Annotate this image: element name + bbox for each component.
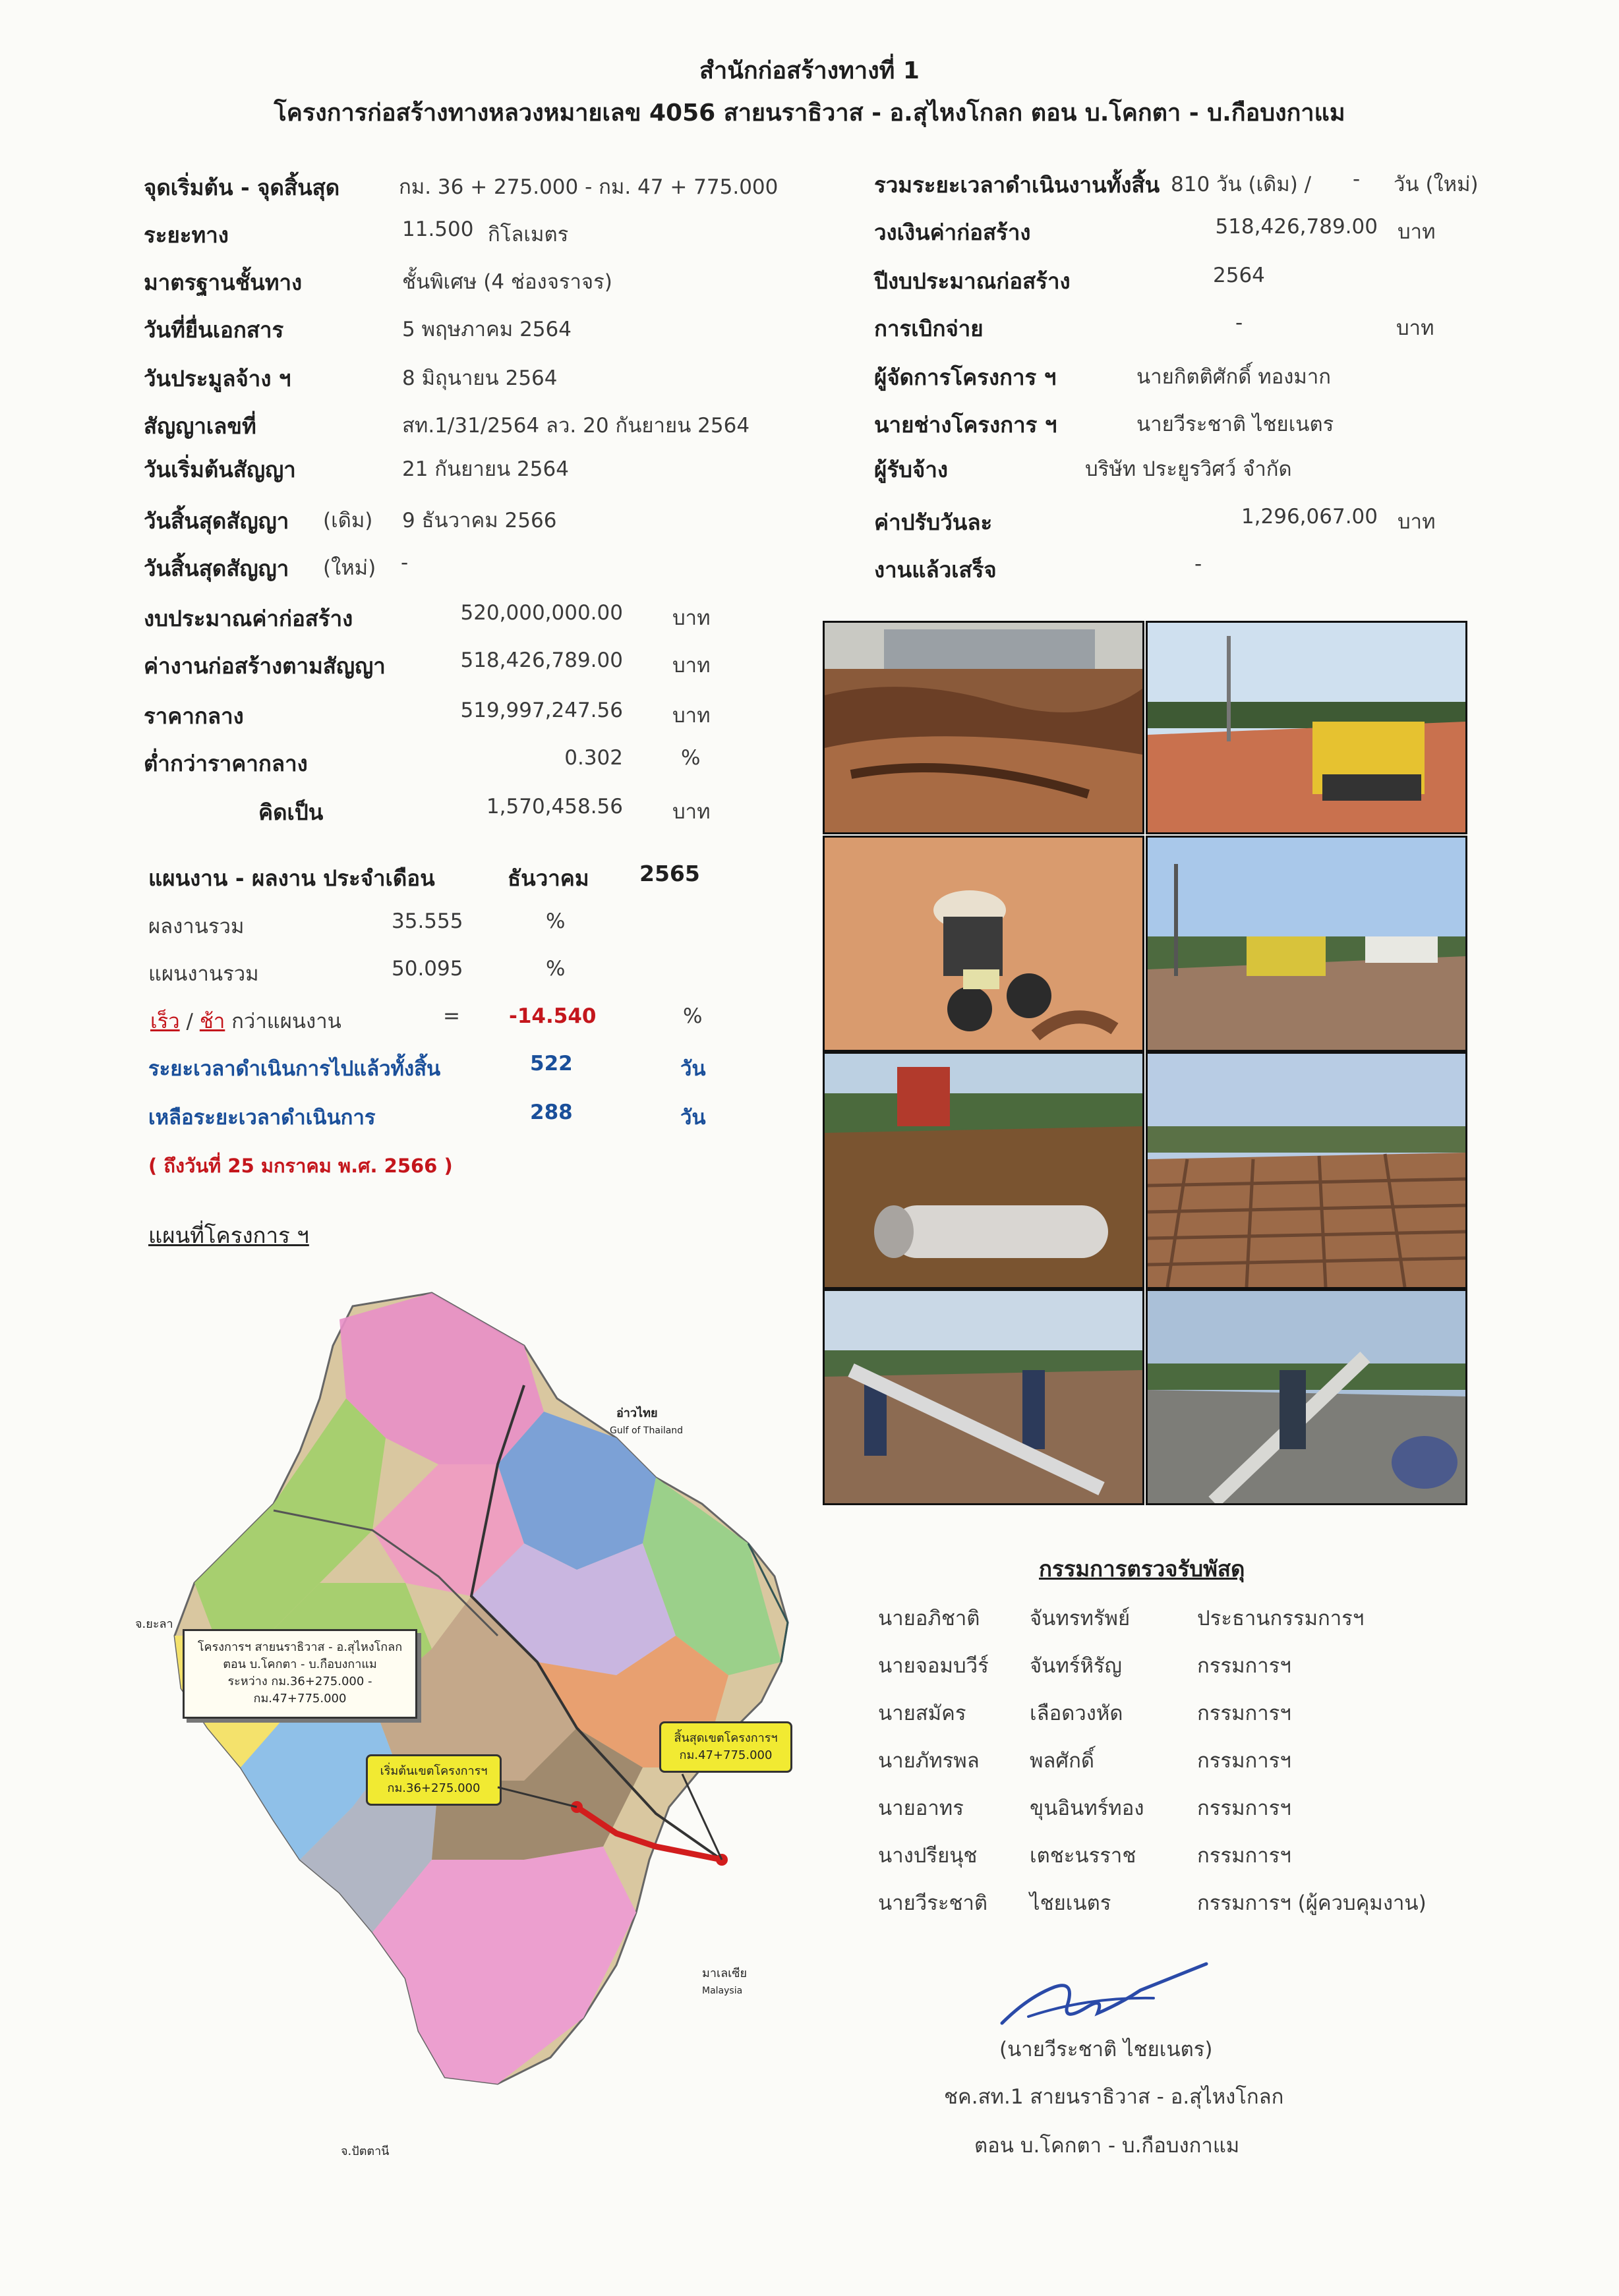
committee-last-3: เลือดวงหัด xyxy=(1030,1702,1123,1725)
start-end-value: กม. 36 + 275.000 - กม. 47 + 775.000 xyxy=(399,175,779,199)
plan-unit: % xyxy=(546,957,566,981)
contractor-value: บริษัท ประยูรวิศว์ จำกัด xyxy=(1085,457,1292,481)
diff-separator: / xyxy=(186,1010,193,1033)
below-median-value: 0.302 xyxy=(564,746,623,770)
fiscal-year-label: ปีงบประมาณก่อสร้าง xyxy=(874,268,1071,294)
start-callout-line2: กม.36+275.000 xyxy=(387,1781,481,1795)
committee-role-3: กรรมการฯ xyxy=(1197,1702,1291,1725)
contract-start-label: วันเริ่มต้นสัญญา xyxy=(144,457,296,482)
median-price-value: 519,997,247.56 xyxy=(460,699,623,722)
total-duration-value: 810 วัน (เดิม) / xyxy=(1171,173,1312,196)
progress-title: แผนงาน - ผลงาน ประจำเดือน xyxy=(148,865,435,891)
contract-end-new-tag: (ใหม่) xyxy=(323,556,376,580)
project-box-line3: ระหว่าง กม.36+275.000 - กม.47+775.000 xyxy=(227,1675,372,1706)
bid-date-label: วันประมูลจ้าง ฯ xyxy=(144,366,291,391)
submit-date-value: 5 พฤษภาคม 2564 xyxy=(402,318,572,341)
elapsed-label: ระยะเวลาดำเนินการไปแล้วทั้งสิ้น xyxy=(148,1057,441,1081)
diff-unit: % xyxy=(683,1004,703,1028)
contract-end-old-value: 9 ธันวาคม 2566 xyxy=(402,509,557,532)
daily-fine-value: 1,296,067.00 xyxy=(1241,505,1378,529)
standard-value: ชั้นพิเศษ (4 ช่องจราจร) xyxy=(402,270,612,294)
contract-start-value: 21 กันยายน 2564 xyxy=(402,457,569,481)
place-gulf: อ่าวไทย xyxy=(616,1406,658,1420)
photo-pole-install xyxy=(1146,1289,1467,1505)
committee-first-4: นายภัทรพล xyxy=(878,1749,980,1773)
total-duration-dash: - xyxy=(1353,167,1361,191)
place-gulf-en: Gulf of Thailand xyxy=(610,1425,684,1436)
actual-value: 35.555 xyxy=(392,909,463,933)
photo-soil-test xyxy=(823,836,1144,1052)
committee-role-2: กรรมการฯ xyxy=(1197,1654,1291,1678)
place-malaysia-en: Malaysia xyxy=(702,1986,743,1996)
committee-role-6: กรรมการฯ xyxy=(1197,1844,1291,1868)
committee-last-1: จันทรทรัพย์ xyxy=(1030,1607,1131,1630)
project-title: โครงการก่อสร้างทางหลวงหมายเลข 4056 สายนราธิวาส - อ.สุไหงโกลก ตอน บ.โคกตา - บ.กือบงกาแม xyxy=(274,100,1345,127)
contractor-label: ผู้รับจ้าง xyxy=(874,457,948,482)
committee-last-7: ไชยเนตร xyxy=(1030,1891,1111,1915)
disbursement-unit: บาท xyxy=(1396,316,1434,340)
start-callout-line1: เริ่มต้นเขตโครงการฯ xyxy=(380,1764,488,1778)
faster-word: เร็ว xyxy=(150,1010,180,1033)
committee-role-7: กรรมการฯ (ผู้ควบคุมงาน) xyxy=(1197,1891,1427,1915)
distance-label: ระยะทาง xyxy=(144,222,229,248)
progress-year: 2565 xyxy=(639,861,700,886)
budget-label: งบประมาณค่าก่อสร้าง xyxy=(144,606,353,631)
end-callout-line1: สิ้นสุดเขตโครงการฯ xyxy=(674,1731,778,1745)
photo-drainage-pipe xyxy=(823,1052,1144,1289)
place-yala: จ.ยะลา xyxy=(135,1617,173,1631)
start-end-label: จุดเริ่มต้น - จุดสิ้นสุด xyxy=(144,175,340,200)
diff-label xyxy=(150,1004,341,1037)
distance-value: 11.500 xyxy=(402,217,474,241)
project-map xyxy=(135,1267,814,2158)
median-price-label: ราคากลาง xyxy=(144,703,244,729)
committee-last-5: ขุนอินทร์ทอง xyxy=(1030,1796,1144,1820)
actual-unit: % xyxy=(546,909,566,933)
committee-first-5: นายอาทร xyxy=(878,1796,964,1820)
contract-end-old-tag: (เดิม) xyxy=(323,509,373,532)
fiscal-year-value: 2564 xyxy=(1213,264,1265,287)
committee-role-4: กรรมการฯ xyxy=(1197,1749,1291,1773)
daily-fine-label: ค่าปรับวันละ xyxy=(874,509,993,535)
elapsed-unit: วัน xyxy=(680,1057,706,1081)
photo-pipe-install xyxy=(823,1289,1144,1505)
committee-first-7: นายวีระชาติ xyxy=(878,1891,988,1915)
signer-position: ชค.สท.1 สายนราธิวาส - อ.สุไหงโกลก xyxy=(944,2085,1284,2109)
signer-section: ตอน บ.โคกตา - บ.กือบงกาแม xyxy=(974,2134,1240,2158)
equals-value: 1,570,458.56 xyxy=(486,795,623,818)
disbursement-value: - xyxy=(1235,311,1243,335)
elapsed-value: 522 xyxy=(530,1052,573,1076)
as-of-date: ( ถึงวันที่ 25 มกราคม พ.ศ. 2566 ) xyxy=(148,1155,453,1177)
total-duration-label: รวมระยะเวลาดำเนินงานทั้งสิ้น xyxy=(874,172,1160,198)
committee-role-5: กรรมการฯ xyxy=(1197,1796,1291,1820)
committee-role-1: ประธานกรรมการฯ xyxy=(1197,1607,1365,1630)
remaining-unit: วัน xyxy=(680,1106,706,1130)
below-median-label: ต่ำกว่าราคากลาง xyxy=(144,751,308,776)
committee-first-3: นายสมัคร xyxy=(878,1702,966,1725)
committee-first-6: นางปรียนุช xyxy=(878,1844,978,1868)
committee-last-4: พลศักดิ์ xyxy=(1030,1749,1095,1773)
construction-fund-unit: บาท xyxy=(1398,220,1436,244)
callout-pointers xyxy=(155,1267,814,2143)
photo-rebar-deck xyxy=(1146,1052,1467,1289)
submit-date-label: วันที่ยื่นเอกสาร xyxy=(144,317,284,343)
below-median-unit: % xyxy=(681,746,701,770)
photo-excavation xyxy=(823,621,1144,834)
signature-mark xyxy=(989,1951,1213,2036)
map-title: แผนที่โครงการ ฯ xyxy=(148,1222,309,1248)
standard-label: มาตรฐานชั้นทาง xyxy=(144,270,303,295)
place-pattani: จ.ปัตตานี xyxy=(341,2144,390,2158)
end-callout-line2: กม.47+775.000 xyxy=(679,1748,773,1762)
plan-value: 50.095 xyxy=(392,957,463,981)
progress-month: ธันวาคม xyxy=(508,865,589,891)
engineer-value: นายวีระชาติ ไชยเนตร xyxy=(1136,413,1334,436)
photo-grader xyxy=(1146,836,1467,1052)
median-price-unit: บาท xyxy=(672,704,711,728)
manager-label: ผู้จัดการโครงการ ฯ xyxy=(874,364,1057,390)
engineer-label: นายช่างโครงการ ฯ xyxy=(874,412,1057,438)
diff-equals: = xyxy=(443,1004,460,1028)
committee-last-2: จันทร์หิรัญ xyxy=(1030,1654,1122,1678)
committee-last-6: เตชะนรราช xyxy=(1030,1844,1136,1868)
contract-end-new-value: - xyxy=(401,551,409,575)
total-duration-unit: วัน (ใหม่) xyxy=(1394,173,1479,196)
contract-value-label: ค่างานก่อสร้างตามสัญญา xyxy=(144,653,386,679)
actual-label: ผลงานรวม xyxy=(148,915,245,938)
plan-label: แผนงานรวม xyxy=(148,962,259,986)
project-box-line1: โครงการฯ สายนราธิวาส - อ.สุไหงโกลก xyxy=(197,1640,403,1654)
office-title: สำนักก่อสร้างทางที่ 1 xyxy=(699,57,920,84)
project-box-line2: ตอน บ.โคกตา - บ.กือบงกาแม xyxy=(223,1657,377,1671)
equals-unit: บาท xyxy=(672,800,711,824)
remaining-label: เหลือระยะเวลาดำเนินการ xyxy=(148,1106,376,1130)
budget-value: 520,000,000.00 xyxy=(460,601,623,625)
completed-value: - xyxy=(1194,552,1202,576)
daily-fine-unit: บาท xyxy=(1398,510,1436,534)
distance-unit: กิโลเมตร xyxy=(488,223,569,246)
manager-value: นายกิตติศักดิ์ ทองมาก xyxy=(1136,365,1332,389)
remaining-value: 288 xyxy=(530,1101,573,1124)
budget-unit: บาท xyxy=(672,606,711,630)
equals-label: คิดเป็น xyxy=(258,799,324,825)
contract-value-value: 518,426,789.00 xyxy=(460,648,623,672)
committee-first-1: นายอภิชาติ xyxy=(878,1607,980,1630)
contract-no-value: สท.1/31/2564 ลว. 20 กันยายน 2564 xyxy=(402,414,750,438)
signer-name: (นายวีระชาติ ไชยเนตร) xyxy=(999,2038,1213,2061)
slower-word: ช้า xyxy=(199,1010,225,1033)
contract-end-old-label: วันสิ้นสุดสัญญา xyxy=(144,508,289,534)
photo-roller xyxy=(1146,621,1467,834)
committee-first-2: นายจอมบวีร์ xyxy=(878,1654,989,1678)
committee-title: กรรมการตรวจรับพัสดุ xyxy=(1039,1556,1245,1582)
construction-fund-label: วงเงินค่าก่อสร้าง xyxy=(874,219,1031,245)
contract-value-unit: บาท xyxy=(672,654,711,677)
bid-date-value: 8 มิถุนายน 2564 xyxy=(402,366,558,390)
completed-label: งานแล้วเสร็จ xyxy=(874,557,997,583)
disbursement-label: การเบิกจ่าย xyxy=(874,316,984,341)
construction-fund-value: 518,426,789.00 xyxy=(1215,215,1378,239)
contract-no-label: สัญญาเลขที่ xyxy=(144,413,256,439)
diff-rest: กว่าแผนงาน xyxy=(231,1010,341,1033)
diff-value: -14.540 xyxy=(509,1004,597,1028)
contract-end-new-label: วันสิ้นสุดสัญญา xyxy=(144,556,289,581)
place-malaysia: มาเลเซีย xyxy=(702,1966,748,1980)
